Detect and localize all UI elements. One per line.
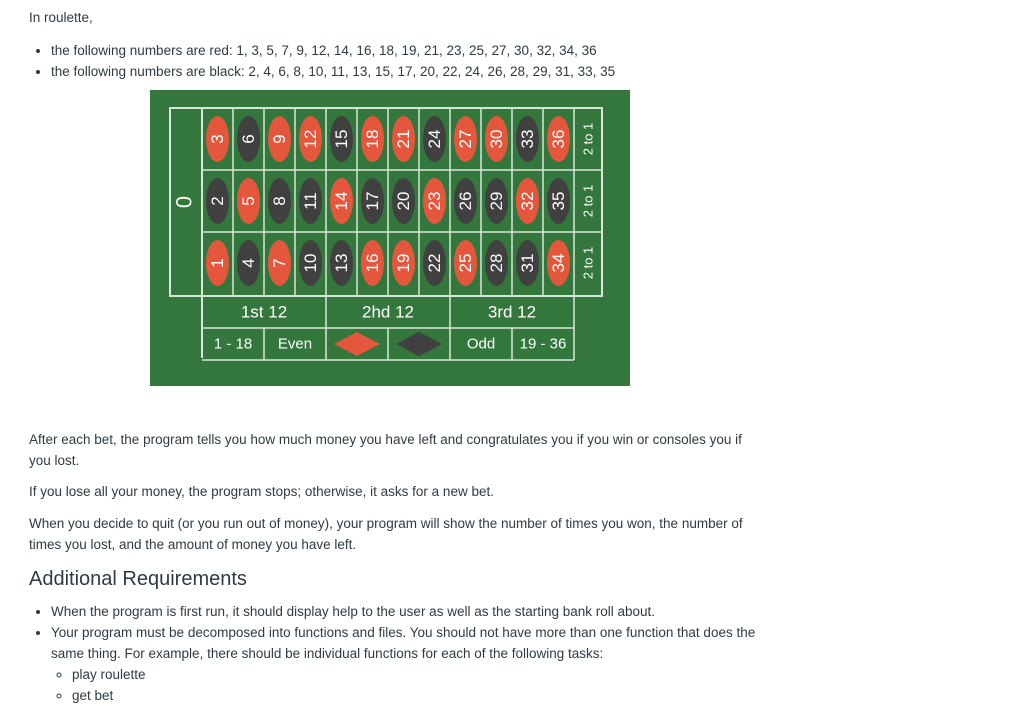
number-label-25: 25 [456, 253, 475, 273]
number-label-11: 11 [301, 192, 320, 210]
number-label-18: 18 [363, 129, 382, 149]
red-numbers-item: • the following numbers are red: 1, 3, 5, 7, 9, 12, 14, 16, 18, 19, 21, 23, 25, 27, 30, 32, 34, 36 [51, 40, 791, 61]
number-label-24: 24 [425, 129, 444, 149]
number-label-23: 23 [425, 191, 444, 211]
number-label-14: 14 [332, 191, 351, 211]
number-label-15: 15 [332, 129, 351, 149]
number-label-21: 21 [394, 129, 413, 149]
number-label-17: 17 [363, 191, 382, 211]
number-label-16: 16 [363, 253, 382, 273]
outside-bet-label: Odd [466, 335, 496, 353]
dozen-label: 3rd 12 [487, 302, 537, 322]
number-label-13: 13 [332, 253, 351, 273]
dozen-label: 1st 12 [240, 302, 288, 322]
color-list [29, 40, 791, 82]
requirement-text: Your program must be decomposed into functions and files. You should not have more than one function that does the same thing. For example, there should be individual functions for each of the following tasks: [51, 625, 756, 661]
number-label-2: 2 [208, 196, 227, 206]
number-label-28: 28 [487, 253, 506, 273]
task-item: ◦ get bet [72, 685, 781, 706]
outside-bet-label: 19 - 36 [519, 335, 567, 353]
number-label-6: 6 [239, 134, 258, 144]
number-label-33: 33 [518, 129, 537, 149]
paragraph-after-bet: After each bet, the program tells you how much money you have left and congratulates you if you win or consoles you if you lost. [29, 432, 742, 468]
number-label-4: 4 [239, 258, 258, 268]
requirement-item: • When the program is first run, it should display help to the user as well as the starting bank roll about. [51, 601, 781, 622]
number-label-26: 26 [456, 191, 475, 211]
outside-bet-label: Even [277, 335, 313, 353]
number-label-5: 5 [239, 196, 258, 206]
number-label-29: 29 [487, 191, 506, 211]
requirements-list [29, 601, 781, 706]
black-numbers-item: • the following numbers are black: 2, 4, 6, 8, 10, 11, 13, 15, 17, 20, 22, 24, 26, 28, 29, 31, 33, 35 [51, 61, 791, 82]
number-label-31: 31 [518, 253, 537, 273]
number-label-36: 36 [549, 129, 568, 149]
number-label-7: 7 [270, 258, 289, 268]
black-diamond [396, 332, 442, 356]
roulette-table-graphic [150, 90, 630, 386]
intro-text: In roulette, [29, 10, 93, 25]
number-label-20: 20 [394, 191, 413, 211]
red-diamond [334, 332, 380, 356]
number-label-3: 3 [208, 134, 227, 144]
number-label-22: 22 [425, 253, 444, 273]
number-label-32: 32 [518, 191, 537, 211]
outside-bet-label: 1 - 18 [213, 335, 253, 353]
number-label-30: 30 [487, 129, 506, 149]
task-list [51, 664, 781, 706]
number-label-12: 12 [301, 129, 320, 149]
additional-requirements-heading: Additional Requirements [29, 568, 247, 590]
number-label-27: 27 [456, 129, 475, 149]
zero-label: 0 [171, 195, 197, 209]
number-label-35: 35 [549, 191, 568, 211]
number-label-1: 1 [208, 258, 227, 268]
column-bet-label: 2 to 1 [580, 122, 596, 156]
column-bet-label: 2 to 1 [580, 184, 596, 218]
number-label-8: 8 [270, 196, 289, 206]
number-label-10: 10 [301, 253, 320, 273]
number-label-9: 9 [270, 134, 289, 144]
paragraph-quit: When you decide to quit (or you run out of money), your program will show the number of times you won, the number of times you lost, and the amount of money you have left. [29, 516, 743, 552]
number-label-19: 19 [394, 253, 413, 273]
roulette-table [150, 90, 630, 386]
dozen-label: 2hd 12 [362, 302, 414, 322]
number-label-34: 34 [549, 253, 568, 273]
column-bet-label: 2 to 1 [580, 246, 596, 280]
paragraph-lose-all: If you lose all your money, the program stops; otherwise, it asks for a new bet. [29, 484, 494, 499]
task-item: ◦ play roulette [72, 664, 781, 685]
requirement-item [51, 622, 781, 706]
